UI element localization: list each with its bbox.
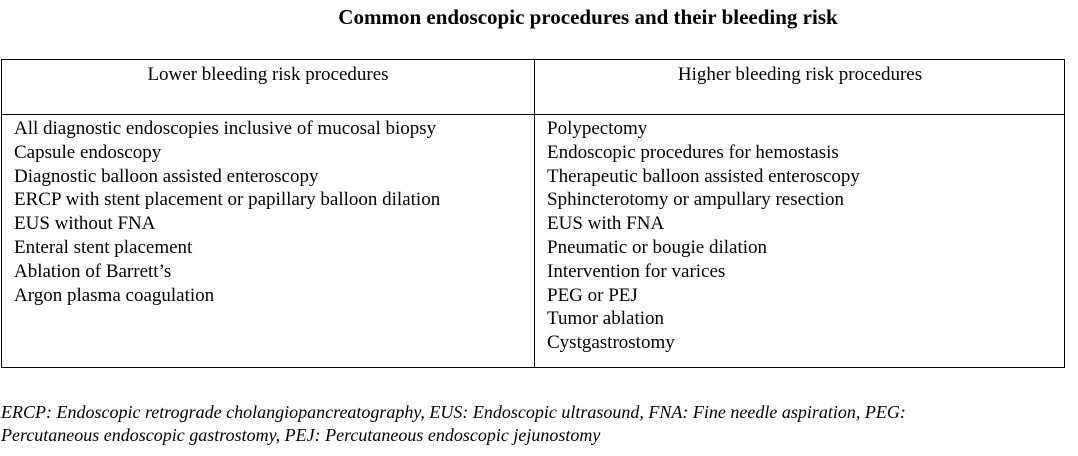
header-lower-risk: Lower bleeding risk procedures: [147, 64, 389, 85]
list-item: Ablation of Barrett’s: [14, 260, 172, 282]
column-divider: [534, 60, 535, 367]
higher-risk-list: [547, 117, 860, 355]
list-item: Polypectomy: [547, 118, 648, 139]
footnote-line: Percutaneous endoscopic gastrostomy, PEJ: Percutaneous endoscopic jejunostomy: [1, 425, 601, 445]
header-higher-risk: Higher bleeding risk procedures: [677, 64, 923, 85]
list-item: Argon plasma coagulation: [14, 284, 215, 306]
list-item: Tumor ablation: [547, 308, 664, 330]
table-title: Common endoscopic procedures and their bleeding risk: [338, 5, 838, 29]
list-item: Therapeutic balloon assisted enteroscopy: [547, 165, 860, 187]
footnote-line: ERCP: Endoscopic retrograde cholangiopancreatography, EUS: Endoscopic ultrasound, FNA: Fine needle aspiration, PEG:: [1, 402, 906, 422]
list-item: Sphincterotomy or ampullary resection: [547, 189, 845, 211]
list-item: Diagnostic balloon assisted enteroscopy: [14, 165, 319, 187]
bleeding-risk-table: [1, 59, 1065, 368]
list-item: Pneumatic or bougie dilation: [547, 236, 768, 258]
list-item: ERCP with stent placement or papillary balloon dilation: [14, 189, 441, 211]
lower-risk-list: [14, 117, 440, 307]
list-item: All diagnostic endoscopies inclusive of mucosal biopsy: [14, 118, 437, 139]
list-item: Intervention for varices: [547, 260, 726, 282]
list-item: Enteral stent placement: [14, 236, 193, 258]
list-item: EUS with FNA: [547, 213, 665, 235]
list-item: Capsule endoscopy: [14, 141, 162, 163]
list-item: EUS without FNA: [14, 213, 156, 235]
header-divider: [2, 114, 1064, 115]
list-item: Cystgastrostomy: [547, 332, 675, 354]
list-item: Endoscopic procedures for hemostasis: [547, 141, 839, 163]
abbreviations-footnote: [1, 401, 1075, 447]
list-item: PEG or PEJ: [547, 284, 638, 306]
